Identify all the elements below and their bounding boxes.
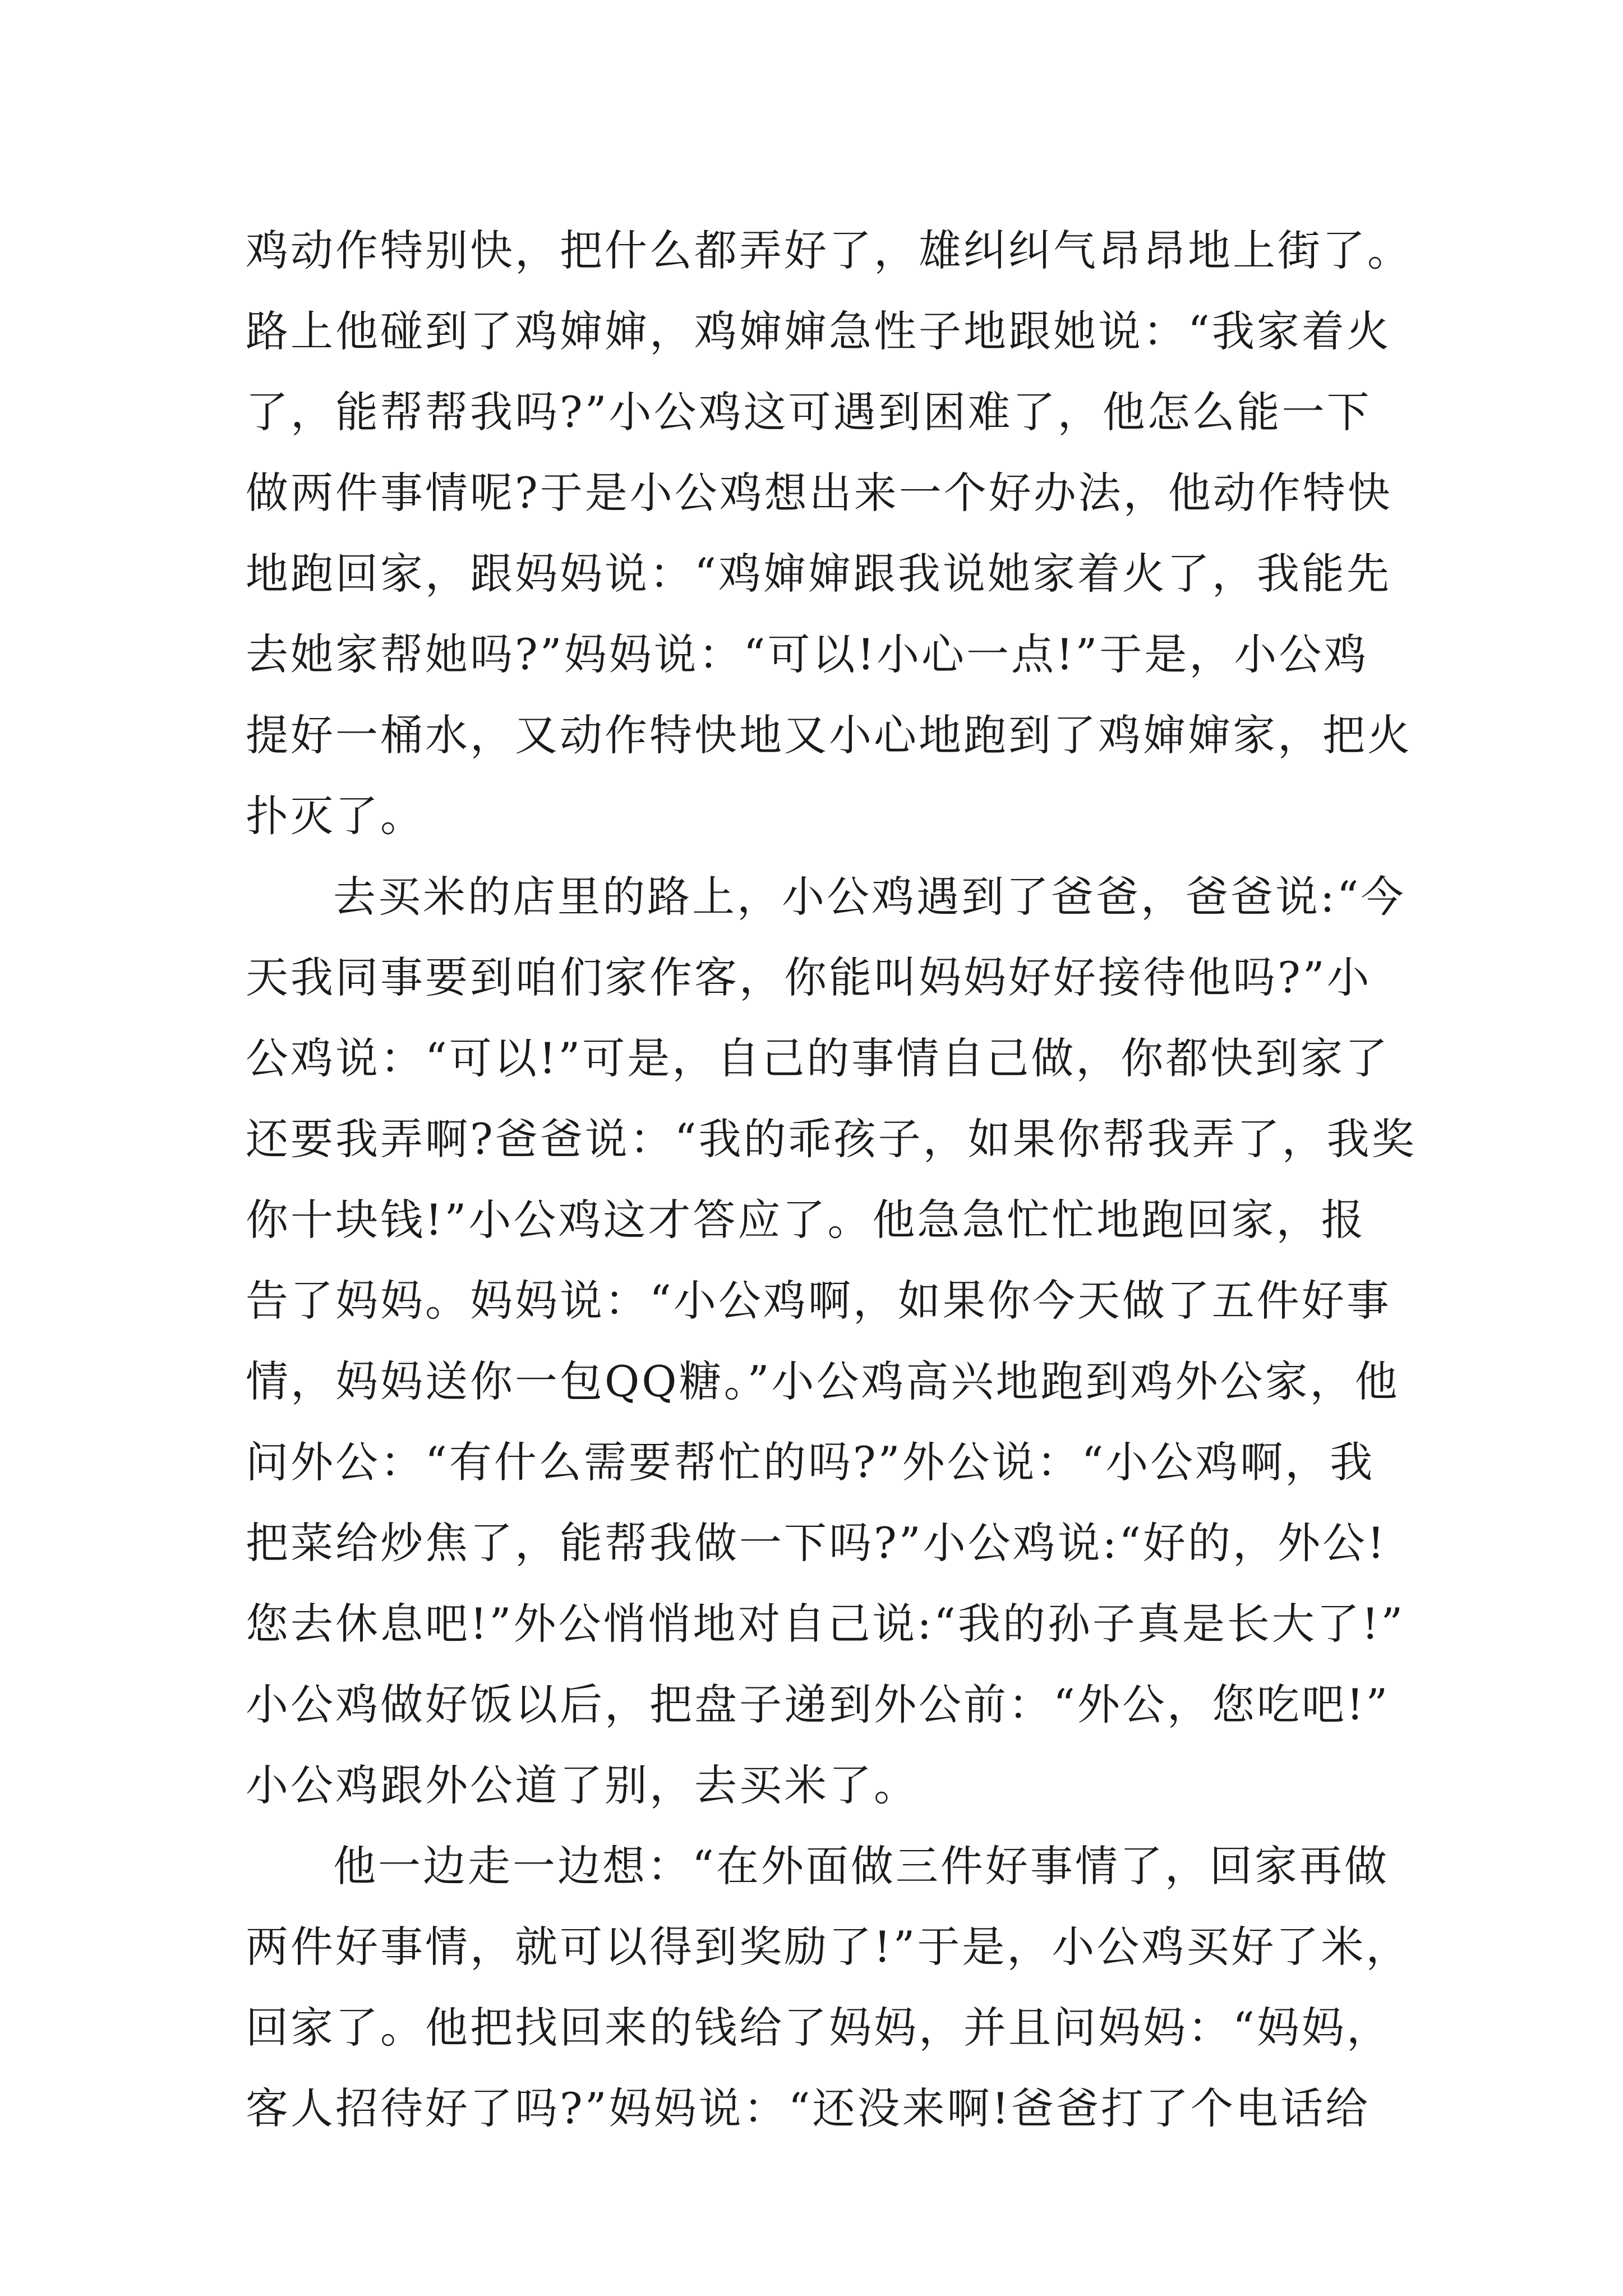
text-line: 扑灭了。 xyxy=(246,791,425,841)
text-line: 小公鸡跟外公道了别，去买米了。 xyxy=(246,1760,919,1810)
text-line: 公鸡说：“可以!”可是，自己的事情自己做，你都快到家了 xyxy=(246,1033,1390,1083)
text-line: 地跑回家，跟妈妈说：“鸡婶婶跟我说她家着火了，我能先 xyxy=(246,549,1391,599)
text-line: 提好一桶水，又动作特快地又小心地跑到了鸡婶婶家，把火 xyxy=(246,710,1412,760)
text-line: 两件好事情，就可以得到奖励了!”于是，小公鸡买好了米， xyxy=(246,1922,1411,1972)
text-line: 把菜给炒焦了，能帮我做一下吗?”小公鸡说:“好的，外公! xyxy=(246,1518,1387,1568)
text-line: 鸡动作特别快，把什么都弄好了，雄纠纠气昂昂地上街了。 xyxy=(246,226,1412,275)
story-text xyxy=(246,210,1417,2149)
text-line: 问外公：“有什么需要帮忙的吗?”外公说：“小公鸡啊，我 xyxy=(246,1437,1375,1487)
text-line: 做两件事情呢?于是小公鸡想出来一个好办法，他动作特快 xyxy=(246,468,1393,518)
text-line: 情，妈妈送你一包QQ糖。”小公鸡高兴地跑到鸡外公家，他 xyxy=(246,1356,1400,1406)
text-line: 客人招待好了吗?”妈妈说：“还没来啊!爸爸打了个电话给 xyxy=(246,2083,1370,2133)
paragraph-start-line: 去买米的店里的路上，小公鸡遇到了爸爸，爸爸说:“今 xyxy=(333,872,1406,922)
text-line: 你十块钱!”小公鸡这才答应了。他急急忙忙地跑回家，报 xyxy=(246,1195,1366,1245)
text-line: 了，能帮帮我吗?”小公鸡这可遇到困难了，他怎么能一下 xyxy=(246,387,1372,437)
text-line: 去她家帮她吗?”妈妈说：“可以!小心一点!”于是，小公鸡 xyxy=(246,629,1369,679)
text-line: 路上他碰到了鸡婶婶，鸡婶婶急性子地跟她说：“我家着火 xyxy=(246,306,1391,356)
paragraph-start-line: 他一边走一边想：“在外面做三件好事情了，回家再做 xyxy=(333,1841,1389,1891)
text-line: 天我同事要到咱们家作客，你能叫妈妈好好接待他吗?”小 xyxy=(246,953,1372,1002)
text-line: 告了妈妈。妈妈说：“小公鸡啊，如果你今天做了五件好事 xyxy=(246,1276,1391,1326)
text-line: 小公鸡做好饭以后，把盘子递到外公前：“外公，您吃吧!” xyxy=(246,1680,1390,1729)
text-line: 回家了。他把找回来的钱给了妈妈，并且问妈妈：“妈妈， xyxy=(246,2003,1391,2053)
text-line: 您去休息吧!”外公悄悄地对自己说:“我的孙子真是长大了!” xyxy=(246,1599,1405,1649)
text-line: 还要我弄啊?爸爸说：“我的乖孩子，如果你帮我弄了，我奖 xyxy=(246,1114,1417,1164)
